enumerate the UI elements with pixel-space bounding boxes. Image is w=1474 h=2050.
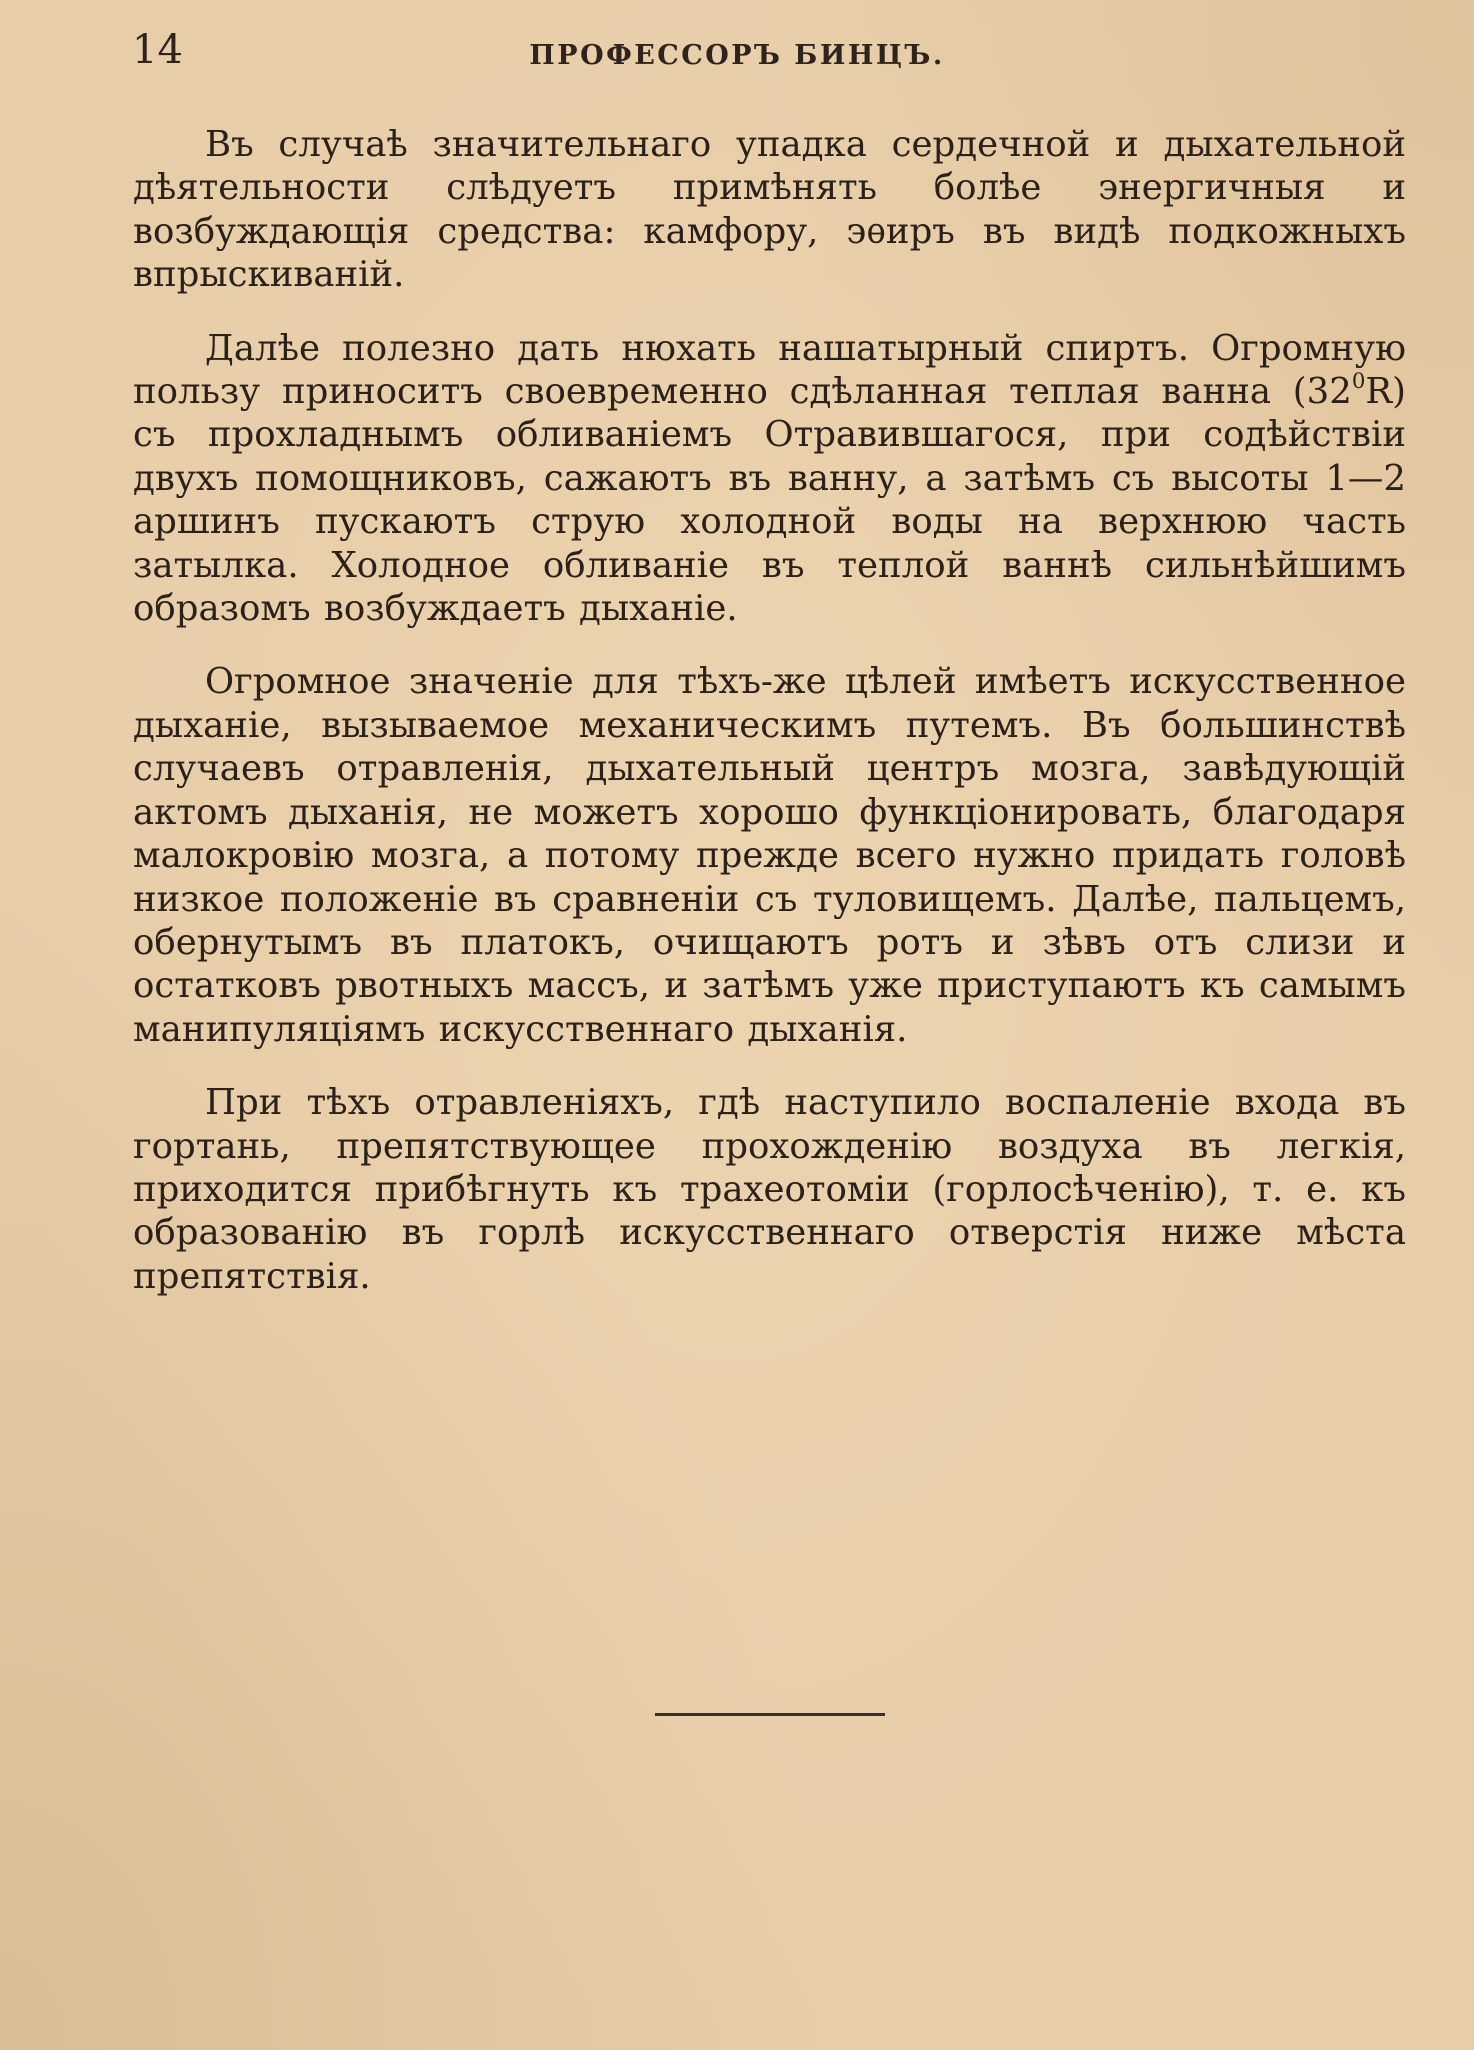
degree-superscript: 0 <box>1351 369 1366 395</box>
paragraph-2-before: Далѣе полезно дать нюхать нашатырный спиртъ. Огромную пользу приноситъ своевременно сдѣланная теплая ванна (32 <box>133 327 1406 413</box>
body-text <box>133 123 1406 1328</box>
paragraph-4: При тѣхъ отравленіяхъ, гдѣ наступило воспаленіе входа въ гортань, препятствующее прохожденію воздуха въ легкія, приходится прибѣгнуть къ трахеотоміи (горлосѣченію), т. е. къ образованію въ горлѣ искусственнаго отверстія ниже мѣста препятствія. <box>133 1082 1406 1297</box>
running-title: ПРОФЕССОРЪ БИНЦЪ. <box>529 40 945 71</box>
page-number: 14 <box>132 27 183 73</box>
end-rule <box>655 1713 885 1716</box>
paragraph-1: Въ случаѣ значительнаго упадка сердечной и дыхательной дѣятельности слѣдуетъ примѣнять болѣе энергичныя и возбуждающія средства: камфору, эѳиръ въ видѣ подкожныхъ впрыскиваній. <box>133 124 1406 296</box>
paragraph-2-after: R) съ прохладнымъ обливаніемъ Отравившагося, при содѣйствіи двухъ помощниковъ, сажаютъ въ ванну, а затѣмъ съ высоты 1—2 аршинъ пускаютъ струю холодной воды на верхнюю часть затылка. Холодное обливаніе въ теплой ваннѣ сильнѣйшимъ образомъ возбуждаетъ дыханіе. <box>133 371 1406 630</box>
paragraph-2 <box>133 327 1406 631</box>
paragraph-3: Огромное значеніе для тѣхъ-же цѣлей имѣетъ искусственное дыханіе, вызываемое механическимъ путемъ. Въ большинствѣ случаевъ отравленія, дыхательный центръ мозга, завѣдующій актомъ дыханія, не можетъ хорошо функціонировать, благодаря малокровію мозга, а потому прежде всего нужно придать головѣ низкое положеніе въ сравненіи съ туловищемъ. Далѣе, пальцемъ, обернутымъ въ платокъ, очищаютъ ротъ и зѣвъ отъ слизи и остатковъ рвотныхъ массъ, и затѣмъ уже приступаютъ къ самымъ манипуляціямъ искусственнаго дыханія. <box>133 661 1406 1050</box>
